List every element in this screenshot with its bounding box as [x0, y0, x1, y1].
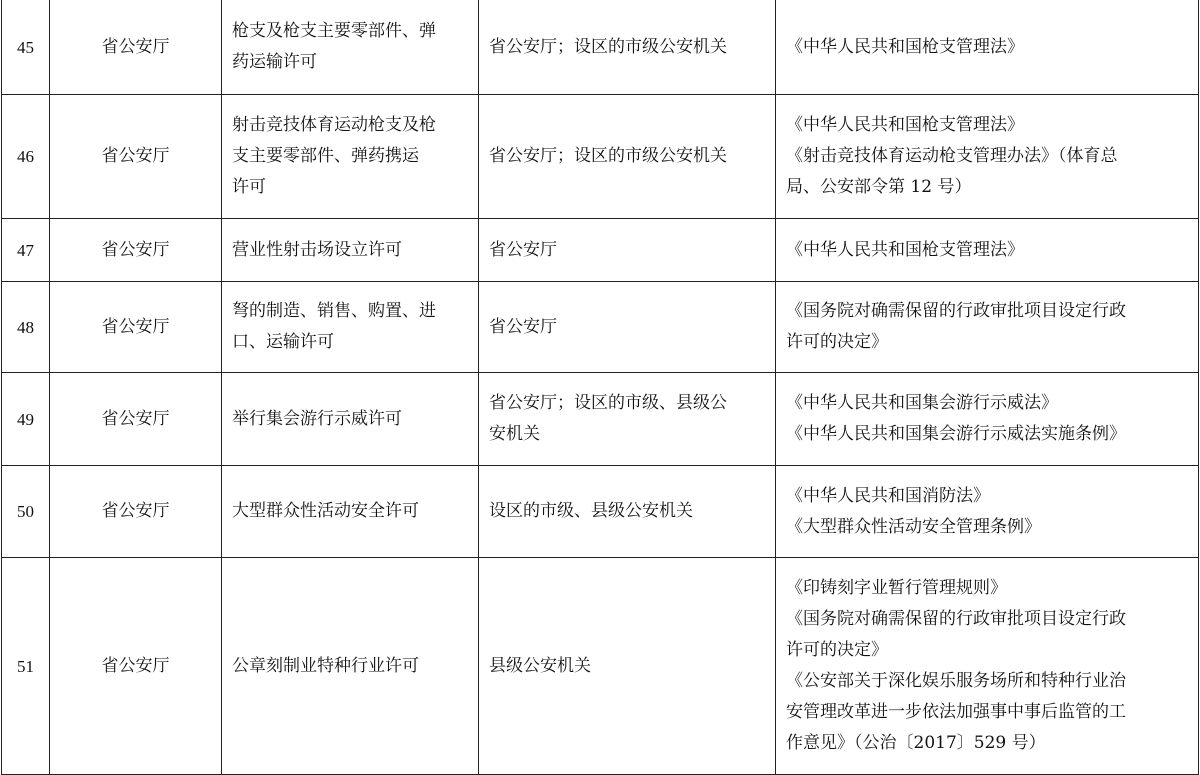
- table-row: [2, 282, 1199, 373]
- implementing-org-cell-line: 县级公安机关: [489, 655, 591, 676]
- department-cell: 省公安厅: [50, 282, 222, 373]
- legal-basis-cell-line: 《中华人民共和国枪支管理法》: [786, 239, 1024, 260]
- department-cell: 省公安厅: [50, 373, 222, 466]
- table-body: [2, 0, 1199, 775]
- implementing-org-cell-line: 安机关: [489, 424, 540, 444]
- permit-name-cell-line: 许可: [232, 177, 266, 197]
- legal-basis-cell-line: 《公安部关于深化娱乐服务场所和特种行业治: [786, 671, 1126, 691]
- legal-basis-cell-line: 《射击竞技体育运动枪支管理办法》（体育总: [786, 146, 1118, 166]
- implementing-org-cell-line: 省公安厅: [489, 316, 557, 337]
- row-number: 51: [2, 558, 50, 775]
- table-row: [2, 373, 1199, 466]
- legal-basis-cell-line: 《国务院对确需保留的行政审批项目设定行政: [786, 301, 1126, 321]
- legal-basis-cell-line: 许可的决定》: [786, 332, 888, 352]
- row-number: 47: [2, 219, 50, 282]
- permit-name-cell-line: 药运输许可: [232, 52, 317, 72]
- department-cell: 省公安厅: [50, 466, 222, 558]
- implementing-org-cell: [479, 219, 776, 282]
- legal-basis-cell-line: 《大型群众性活动安全管理条例》: [786, 516, 1041, 537]
- permit-name-cell-line: 支主要零部件、弹药携运: [232, 146, 419, 166]
- legal-basis-cell: [776, 95, 1199, 219]
- permit-name-cell: [222, 95, 479, 219]
- table-row: [2, 558, 1199, 775]
- permit-table: [1, 0, 1199, 775]
- implementing-org-cell-line: 设区的市级、县级公安机关: [489, 501, 693, 521]
- legal-basis-cell-line: 《中华人民共和国消防法》: [786, 485, 990, 506]
- permit-name-cell-line: 射击竞技体育运动枪支及枪: [232, 115, 436, 135]
- legal-basis-cell: [776, 466, 1199, 558]
- implementing-org-cell-line: 省公安厅；设区的市级公安机关: [489, 146, 727, 166]
- permit-name-cell-line: 口、运输许可: [232, 332, 334, 352]
- implementing-org-cell: [479, 95, 776, 219]
- legal-basis-cell-line: 《中华人民共和国集会游行示威法》: [786, 393, 1058, 413]
- permit-name-cell-line: 弩的制造、销售、购置、进: [232, 301, 436, 321]
- row-number: 50: [2, 466, 50, 558]
- permit-name-cell-line: 大型群众性活动安全许可: [232, 501, 419, 521]
- legal-basis-cell-line: 作意见》（公治〔2017〕529 号）: [786, 733, 1046, 753]
- department-cell: 省公安厅: [50, 95, 222, 219]
- permit-name-cell: [222, 219, 479, 282]
- row-number: 48: [2, 282, 50, 373]
- implementing-org-cell-line: 省公安厅；设区的市级、县级公: [489, 393, 727, 413]
- legal-basis-cell: [776, 219, 1199, 282]
- legal-basis-cell-line: 局、公安部令第 12 号）: [786, 177, 972, 197]
- department-cell: 省公安厅: [50, 219, 222, 282]
- implementing-org-cell-line: 省公安厅: [489, 239, 557, 260]
- legal-basis-cell-line: 《中华人民共和国枪支管理法》: [786, 115, 1024, 135]
- legal-basis-cell-line: 《国务院对确需保留的行政审批项目设定行政: [786, 609, 1126, 629]
- implementing-org-cell: [479, 373, 776, 466]
- legal-basis-cell-line: 许可的决定》: [786, 640, 888, 660]
- legal-basis-cell: [776, 0, 1199, 95]
- implementing-org-cell: [479, 282, 776, 373]
- legal-basis-cell-line: 《印铸刻字业暂行管理规则》: [786, 578, 1007, 598]
- legal-basis-cell-line: 安管理改革进一步依法加强事中事后监管的工: [786, 702, 1126, 722]
- implementing-org-cell-line: 省公安厅；设区的市级公安机关: [489, 36, 727, 57]
- implementing-org-cell: [479, 558, 776, 775]
- permit-name-cell-line: 枪支及枪支主要零部件、弹: [232, 21, 436, 41]
- row-number: 45: [2, 0, 50, 95]
- permit-name-cell-line: 营业性射击场设立许可: [232, 239, 402, 260]
- permit-name-cell-line: 公章刻制业特种行业许可: [232, 655, 419, 676]
- permit-name-cell: [222, 373, 479, 466]
- implementing-org-cell: [479, 0, 776, 95]
- legal-basis-cell: [776, 282, 1199, 373]
- department-cell: 省公安厅: [50, 0, 222, 95]
- row-number: 46: [2, 95, 50, 219]
- legal-basis-cell-line: 《中华人民共和国集会游行示威法实施条例》: [786, 424, 1126, 444]
- row-number: 49: [2, 373, 50, 466]
- permit-name-cell: [222, 0, 479, 95]
- table-row: [2, 219, 1199, 282]
- legal-basis-cell: [776, 558, 1199, 775]
- implementing-org-cell: [479, 466, 776, 558]
- department-cell: 省公安厅: [50, 558, 222, 775]
- legal-basis-cell-line: 《中华人民共和国枪支管理法》: [786, 36, 1024, 57]
- table-row: [2, 466, 1199, 558]
- permit-name-cell-line: 举行集会游行示威许可: [232, 408, 402, 429]
- table-row: [2, 0, 1199, 95]
- permit-name-cell: [222, 282, 479, 373]
- legal-basis-cell: [776, 373, 1199, 466]
- permit-name-cell: [222, 466, 479, 558]
- table-row: [2, 95, 1199, 219]
- permit-name-cell: [222, 558, 479, 775]
